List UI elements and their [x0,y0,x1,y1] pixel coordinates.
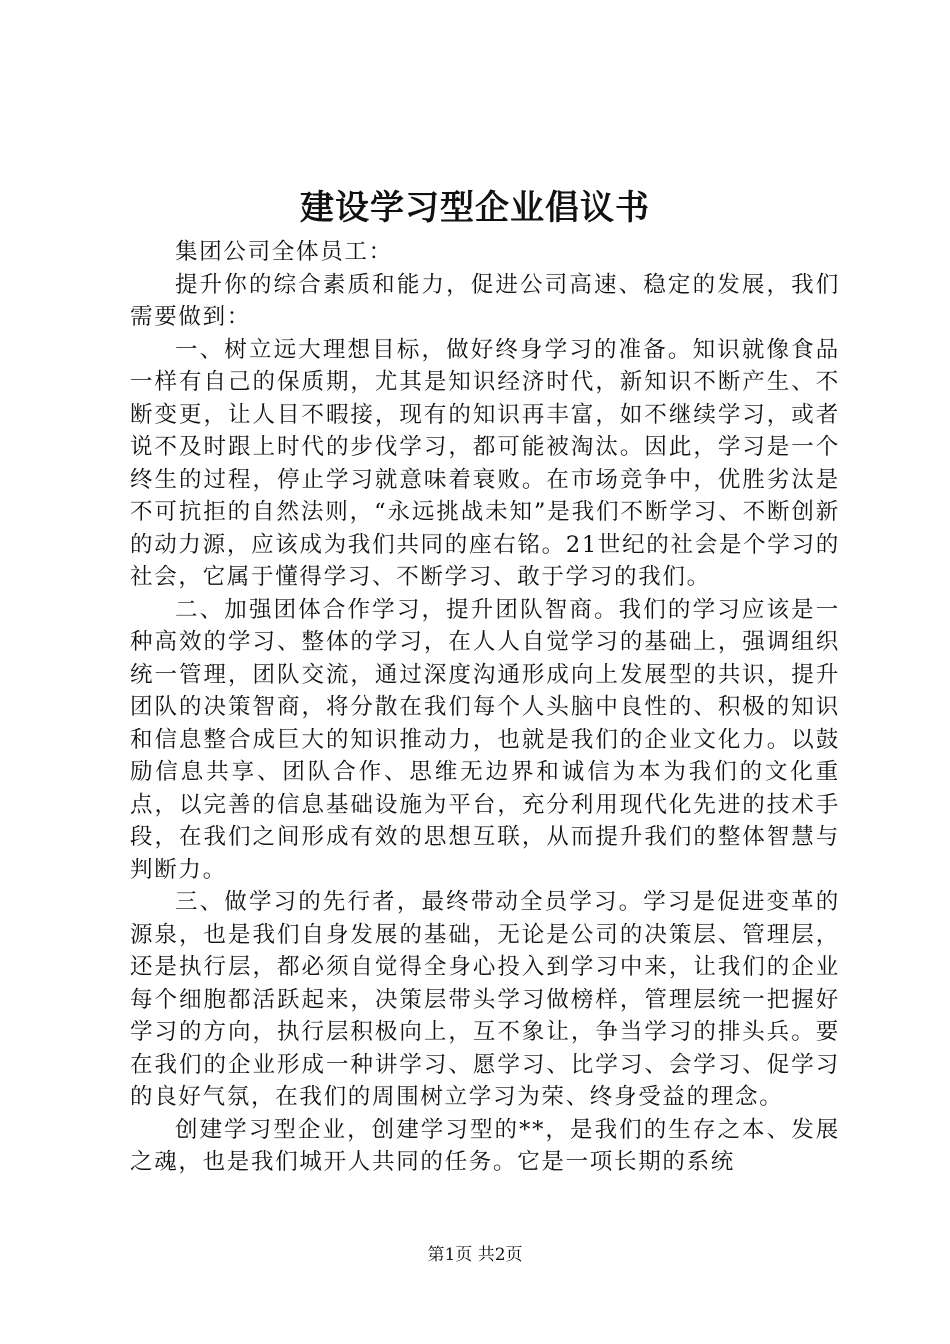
paragraph-point-three: 三、做学习的先行者，最终带动全员学习。学习是促进变革的源泉，也是我们自身发展的基础，无论是公司的决策层、管理层，还是执行层，都必须自觉得全身心投入到学习中来，让我们的企业每个细胞都活跃起来，决策层带头学习做榜样，管理层统一把握好学习的方向，执行层积极向上，互不象让，争当学习的排头兵。要在我们的企业形成一种讲学习、愿学习、比学习、会学习、促学习的良好气氛，在我们的周围树立学习为荣、终身受益的理念。 [130,889,840,1110]
paragraph-point-one: 一、树立远大理想目标，做好终身学习的准备。知识就像食品一样有自己的保质期，尤其是知识经济时代，新知识不断产生、不断变更，让人目不暇接，现有的知识再丰富，如不继续学习，或者说不及时跟上时代的步伐学习，都可能被淘汰。因此，学习是一个终生的过程，停止学习就意味着衰败。在市场竞争中，优胜劣汰是不可抗拒的自然法则，“永远挑战未知”是我们不断学习、不断创新的动力源，应该成为我们共同的座右铭。21世纪的社会是个学习的社会，它属于懂得学习、不断学习、敢于学习的我们。 [130,336,840,590]
paragraph-intro: 提升你的综合素质和能力，促进公司高速、稳定的发展，我们需要做到： [130,271,840,330]
document-title: 建设学习型企业倡议书 [300,188,650,228]
paragraph-point-two: 二、加强团体合作学习，提升团队智商。我们的学习应该是一种高效的学习、整体的学习，在人人自觉学习的基础上，强调组织统一管理，团队交流，通过深度沟通形成向上发展型的共识，提升团队的决策智商，将分散在我们每个人头脑中良性的、积极的知识和信息整合成巨大的知识推动力，也就是我们的企业文化力。以鼓励信息共享、团队合作、思维无边界和诚信为本为我们的文化重点，以完善的信息基础设施为平台，充分利用现代化先进的技术手段，在我们之间形成有效的思想互联，从而提升我们的整体智慧与判断力。 [130,596,840,883]
paragraph-closing: 创建学习型企业，创建学习型的**，是我们的生存之本、发展之魂，也是我们城开人共同的任务。它是一项长期的系统 [130,1116,840,1175]
greeting: 集团公司全体员工： [175,239,393,265]
page-number: 第1页 共2页 [427,1245,523,1265]
document-body [130,236,840,1179]
